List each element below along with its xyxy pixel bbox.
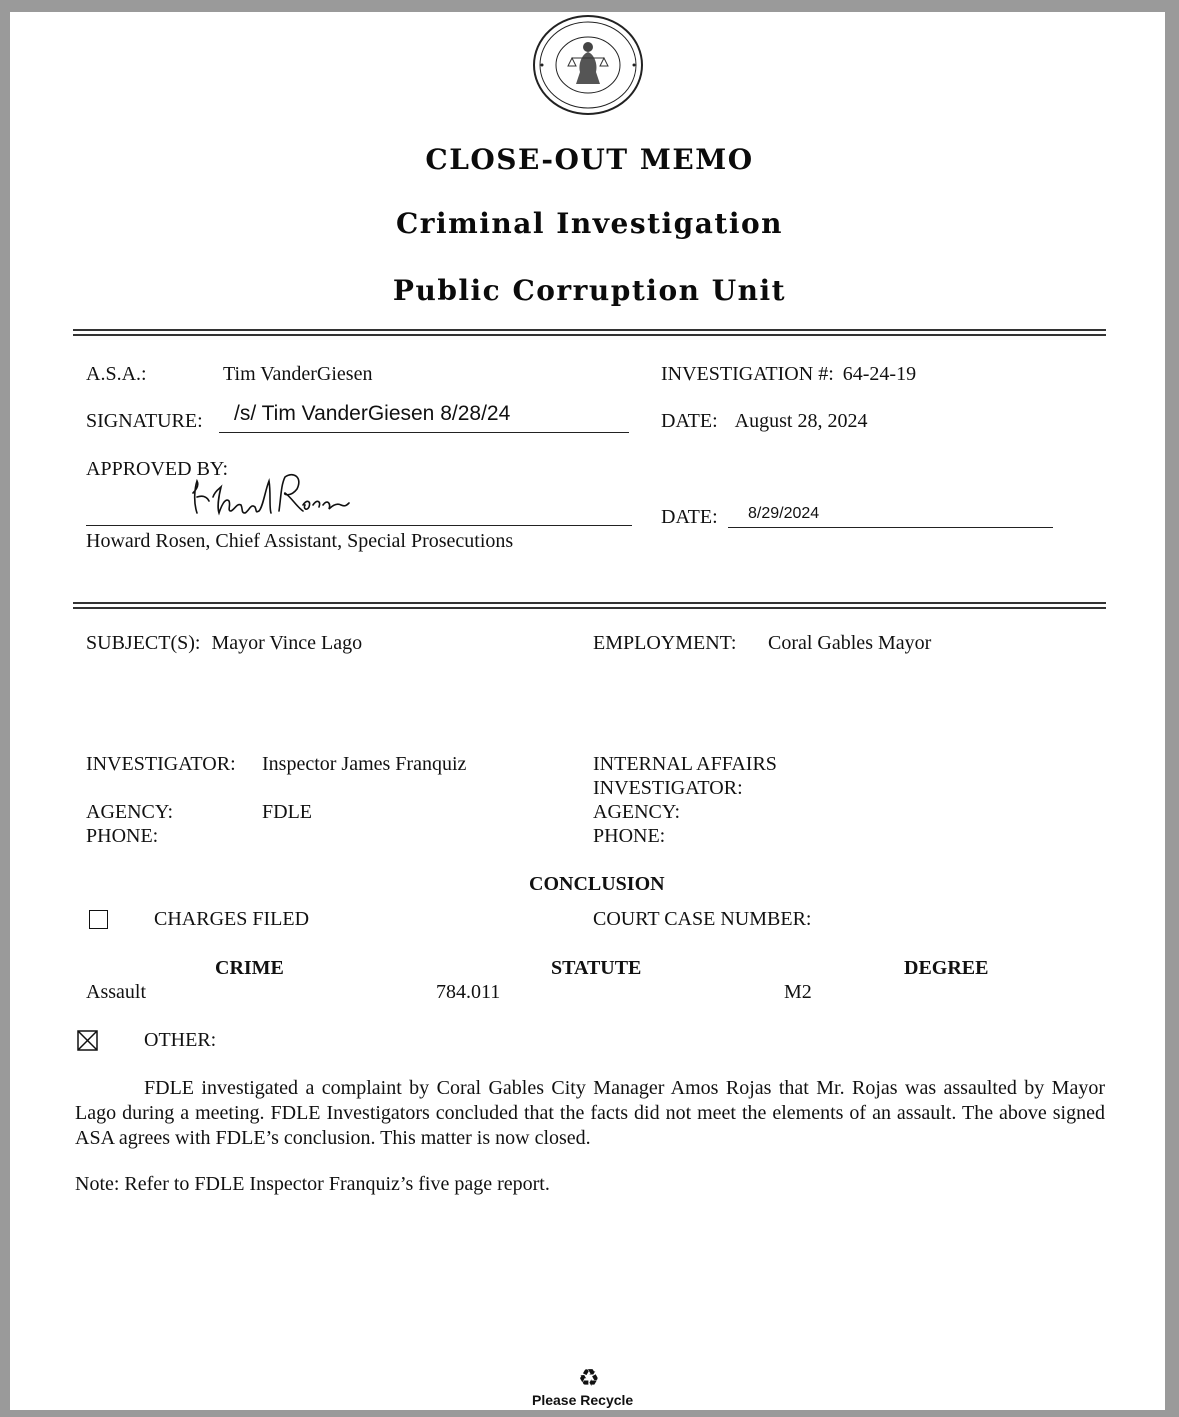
investigation-number bbox=[661, 363, 916, 386]
crime-value: Assault bbox=[86, 981, 146, 1003]
asa-label: A.S.A.: bbox=[86, 363, 147, 385]
approval-signature-underline bbox=[86, 525, 632, 526]
approval-date-value: 8/29/2024 bbox=[748, 505, 820, 522]
memo-subtitle-public-corruption-unit: Public Corruption Unit bbox=[392, 274, 787, 307]
memo-page bbox=[10, 12, 1165, 1410]
note-text: Note: Refer to FDLE Inspector Franquiz’s five page report. bbox=[75, 1173, 550, 1195]
approval-date-underline bbox=[728, 527, 1053, 528]
subject-value: Mayor Vince Lago bbox=[211, 632, 363, 654]
employment-value: Coral Gables Mayor bbox=[768, 632, 932, 654]
ia-label-line2: INVESTIGATOR: bbox=[593, 777, 743, 799]
statute-value: 784.011 bbox=[436, 981, 501, 1003]
subject-row bbox=[86, 632, 362, 655]
phone-label: PHONE: bbox=[86, 825, 159, 847]
approver-name-title: Howard Rosen, Chief Assistant, Special Prosecutions bbox=[86, 530, 514, 552]
charges-filed-label: CHARGES FILED bbox=[154, 908, 310, 930]
date-value: August 28, 2024 bbox=[734, 410, 868, 432]
please-recycle-text: Please Recycle bbox=[532, 1392, 634, 1408]
investigation-label: INVESTIGATION #: bbox=[661, 363, 834, 385]
signature-value: /s/ Tim VanderGiesen 8/28/24 bbox=[234, 402, 511, 425]
recycle-icon: ♻ bbox=[578, 1364, 600, 1392]
investigation-value: 64-24-19 bbox=[842, 363, 917, 385]
degree-column-header: DEGREE bbox=[904, 957, 989, 979]
signature-underline bbox=[219, 432, 629, 433]
approval-divider bbox=[73, 602, 1106, 609]
asa-value: Tim VanderGiesen bbox=[223, 363, 373, 385]
approval-date-label: DATE: bbox=[661, 506, 718, 528]
conclusion-paragraph: FDLE investigated a complaint by Coral Gables City Manager Amos Rojas that Mr. Rojas was assaulted by Mayor Lago during a meeting. FDLE Investigators concluded that the facts did not meet the elements of an assault. The above signed ASA agrees with FDLE’s conclusion. This matter is now closed. bbox=[75, 1077, 1105, 1149]
degree-value: M2 bbox=[784, 981, 812, 1003]
memo-subtitle-criminal-investigation: Criminal Investigation bbox=[395, 207, 784, 240]
other-checkbox[interactable] bbox=[77, 1030, 98, 1051]
crime-column-header: CRIME bbox=[215, 957, 284, 979]
ia-agency-label: AGENCY: bbox=[593, 801, 681, 823]
court-case-number-label: COURT CASE NUMBER: bbox=[593, 908, 812, 930]
statute-column-header: STATUTE bbox=[551, 957, 642, 979]
charges-filed-checkbox[interactable] bbox=[89, 910, 108, 929]
ia-label-line1: INTERNAL AFFAIRS bbox=[593, 753, 777, 775]
employment-label: EMPLOYMENT: bbox=[593, 632, 737, 654]
date-label: DATE: bbox=[661, 410, 718, 432]
subject-label: SUBJECT(S): bbox=[86, 632, 201, 654]
investigator-label: INVESTIGATOR: bbox=[86, 753, 236, 775]
agency-value: FDLE bbox=[262, 801, 312, 823]
approved-by-label: APPROVED BY: bbox=[86, 458, 229, 480]
signature-label: SIGNATURE: bbox=[86, 410, 203, 432]
investigator-value: Inspector James Franquiz bbox=[262, 753, 467, 775]
state-attorney-seal bbox=[532, 14, 644, 118]
approver-handwritten-signature bbox=[185, 467, 355, 522]
other-label: OTHER: bbox=[144, 1029, 217, 1051]
conclusion-heading: CONCLUSION bbox=[529, 873, 665, 895]
ia-phone-label: PHONE: bbox=[593, 825, 666, 847]
memo-title: CLOSE-OUT MEMO bbox=[425, 143, 754, 176]
agency-label: AGENCY: bbox=[86, 801, 174, 823]
date-row bbox=[661, 410, 867, 433]
header-divider bbox=[73, 329, 1106, 336]
